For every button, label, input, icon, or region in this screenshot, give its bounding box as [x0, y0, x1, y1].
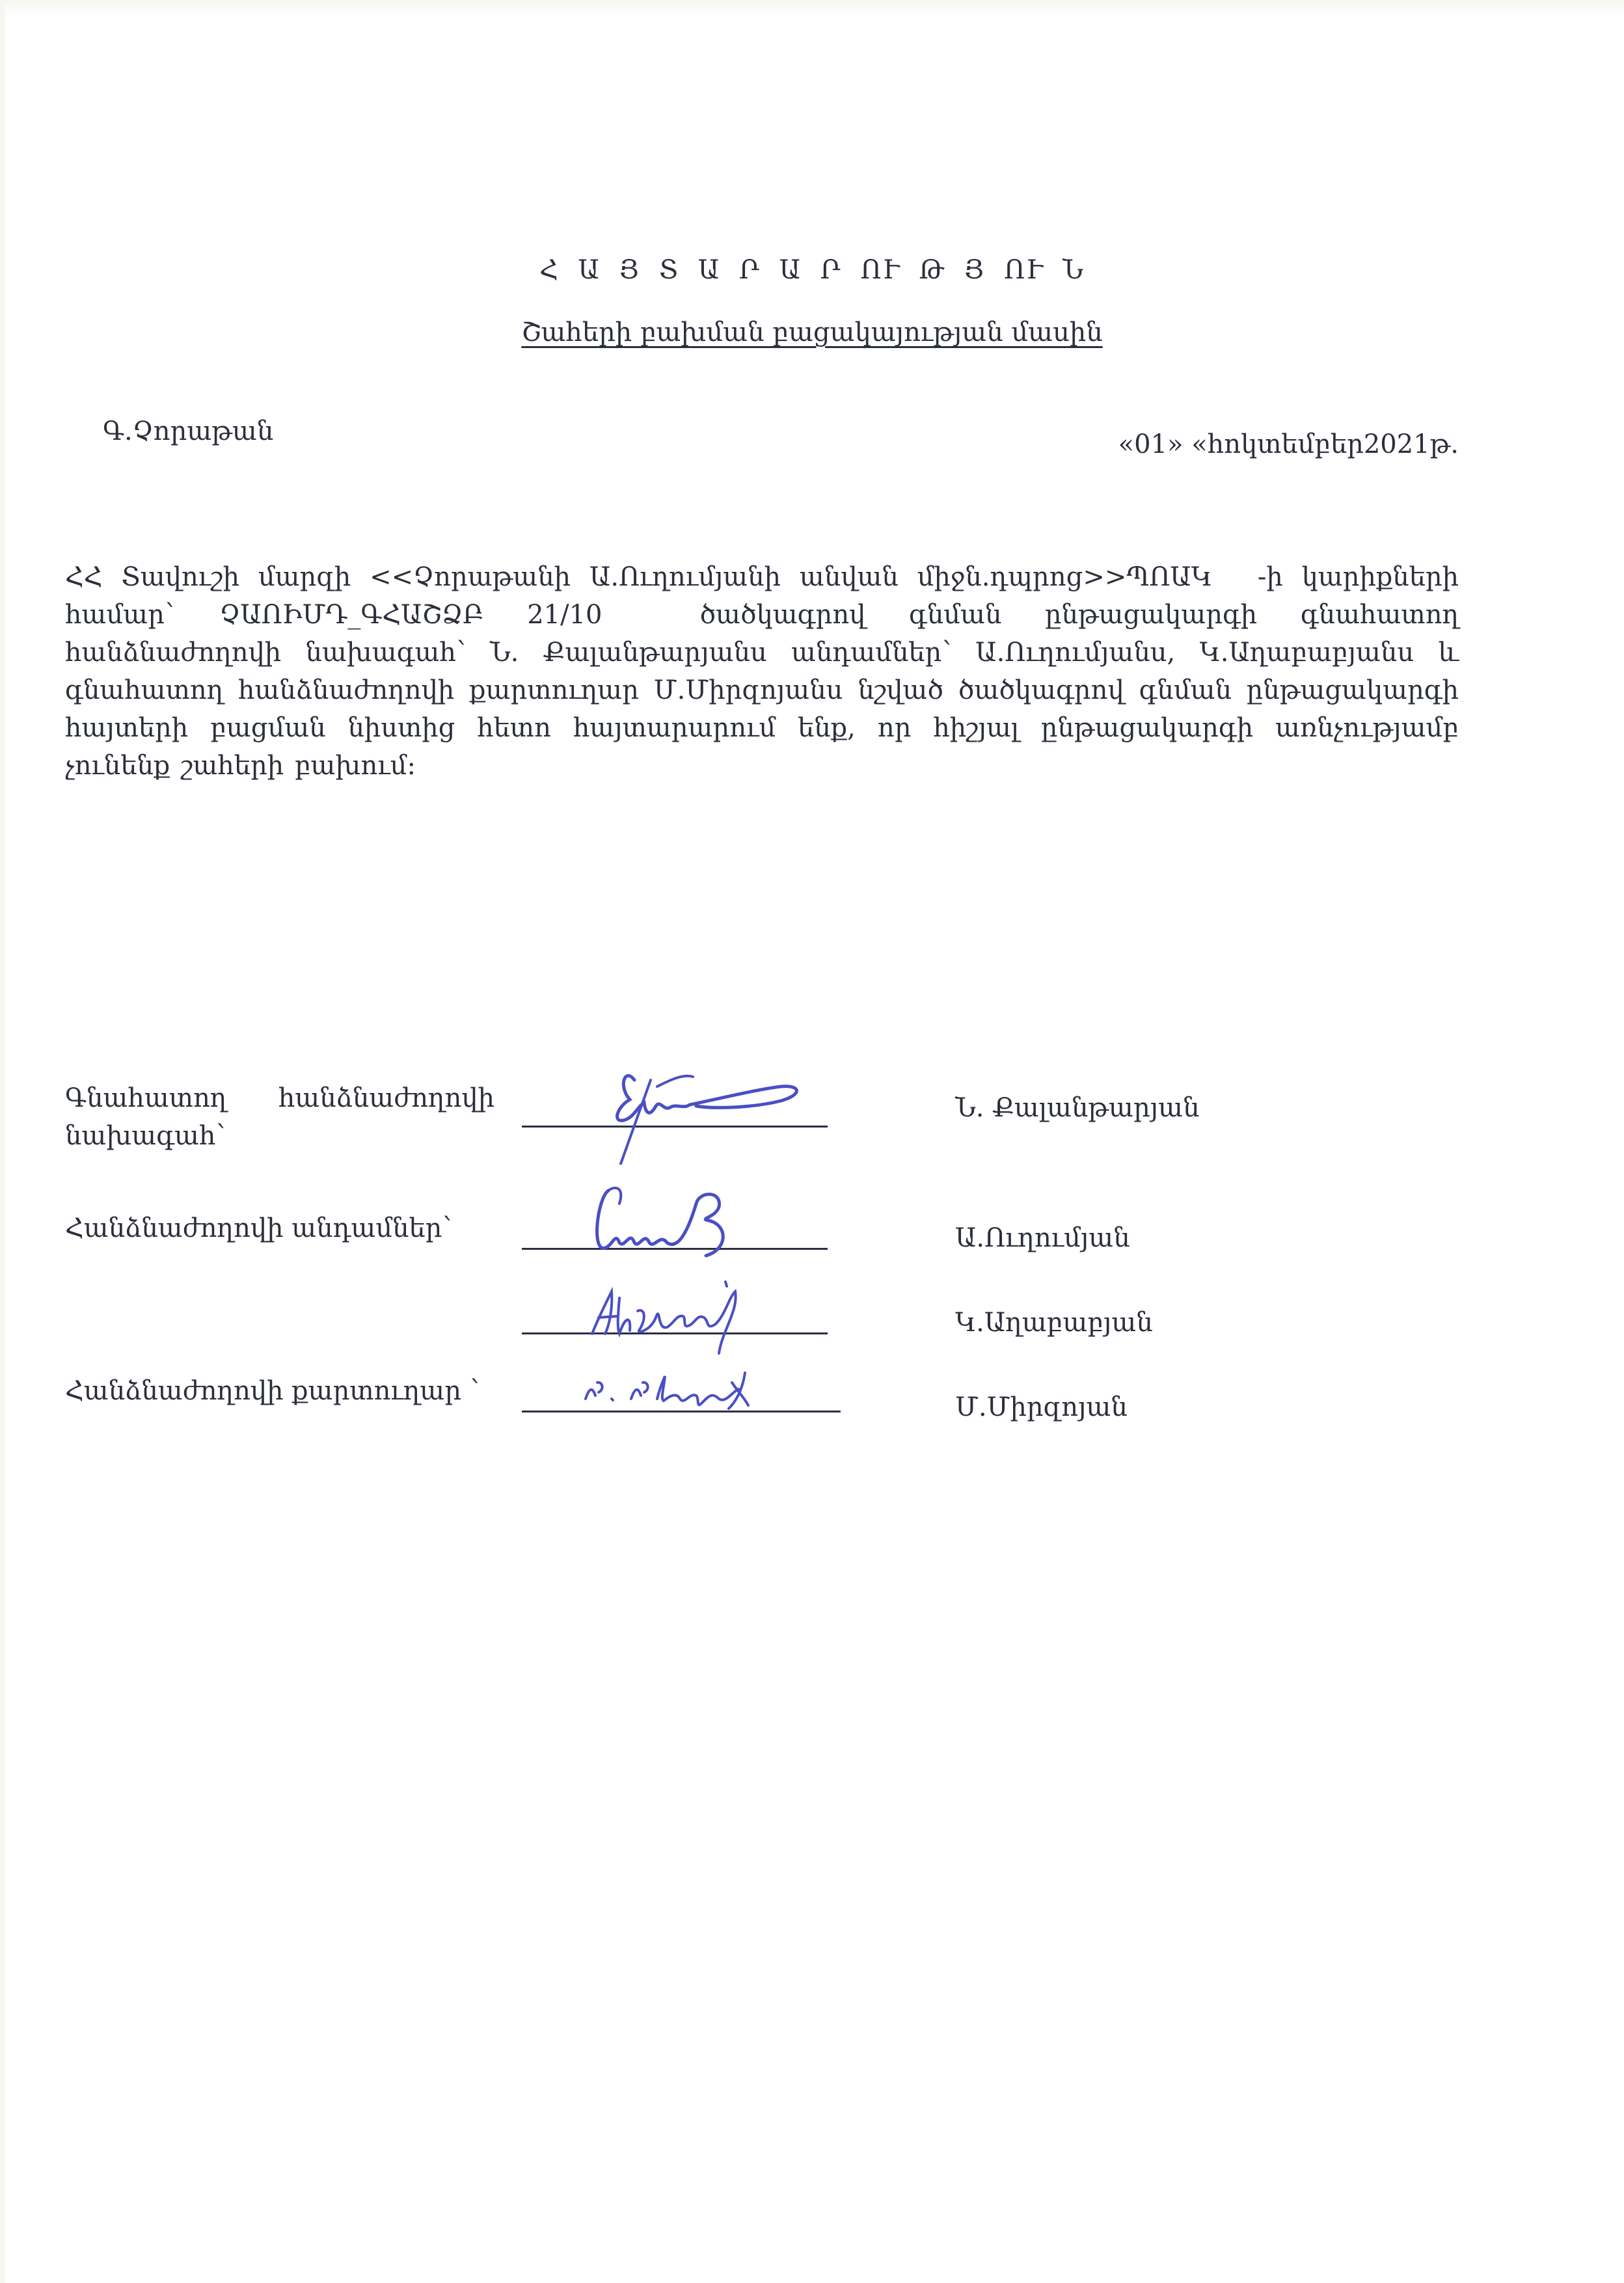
document-subtitle [0, 317, 1624, 347]
chair-label-line-2: նախագահ՝ [65, 1121, 225, 1151]
signature-chair [573, 1060, 846, 1165]
body-part-2: -ի [1257, 562, 1283, 592]
members-label: Հանձնաժողովի անդամներ՝ [65, 1213, 452, 1243]
scan-edge-top [0, 0, 1624, 14]
procurement-code: ՉԱՈԻՄԴ_ԳՀԱՇՁԲ 21/10 [219, 600, 602, 630]
signature-member-1 [573, 1178, 833, 1269]
member-2-name: Կ.Աղաբաբյան [955, 1308, 1153, 1338]
body-part-4: ծածկագրով գնման ընթացակարգի գնահատող հանձնաժողովի նախագահ՝ Ն. Քալանթարյանս անդամներ՝ Ա.Ուղումյանս, Կ.Աղաբաբյանս և գնահատող հանձնաժողովի քարտուղար Մ.Միրզոյանս նշված ծածկագրով գնման ընթացակարգի հայտերի բացման նիստից հետո հայտարարում ենք, որ հիշյալ ընթացակարգի առնչությամբ չունենք շահերի բախում: [65, 600, 1459, 781]
secretary-name: Մ.Միրզոյան [955, 1392, 1128, 1422]
chair-label-line-1: Գնահատող հանձնաժողովի [65, 1083, 494, 1113]
signature-member-2 [579, 1278, 787, 1363]
document-subtitle-text: Շահերի բախման բացակայության մասին [521, 317, 1103, 347]
secretary-label: Հանձնաժողովի քարտուղար ՝ [65, 1376, 480, 1406]
body-part-3: կարիքների համար՝ [65, 562, 1459, 630]
document-place: Գ.Չորաթան [103, 416, 274, 446]
document-body [65, 558, 1459, 785]
document-title: Հ Ա Յ Տ Ա Ր Ա Ր ՈՒ Թ Յ ՈՒ Ն [539, 255, 1085, 285]
signature-secretary [573, 1363, 846, 1422]
body-part-1: ՀՀ Տավուշի մարզի <<Չորաթանի Ա.Ուղումյանի անվան միջն.դպրոց>>ՊՈԱԿ [65, 562, 1212, 592]
chair-name: Ն. Քալանթարյան [955, 1093, 1200, 1123]
member-1-name: Ա.Ուղումյան [955, 1223, 1130, 1253]
document-date: «01» «հոկտեմբեր2021թ. [1118, 429, 1459, 459]
